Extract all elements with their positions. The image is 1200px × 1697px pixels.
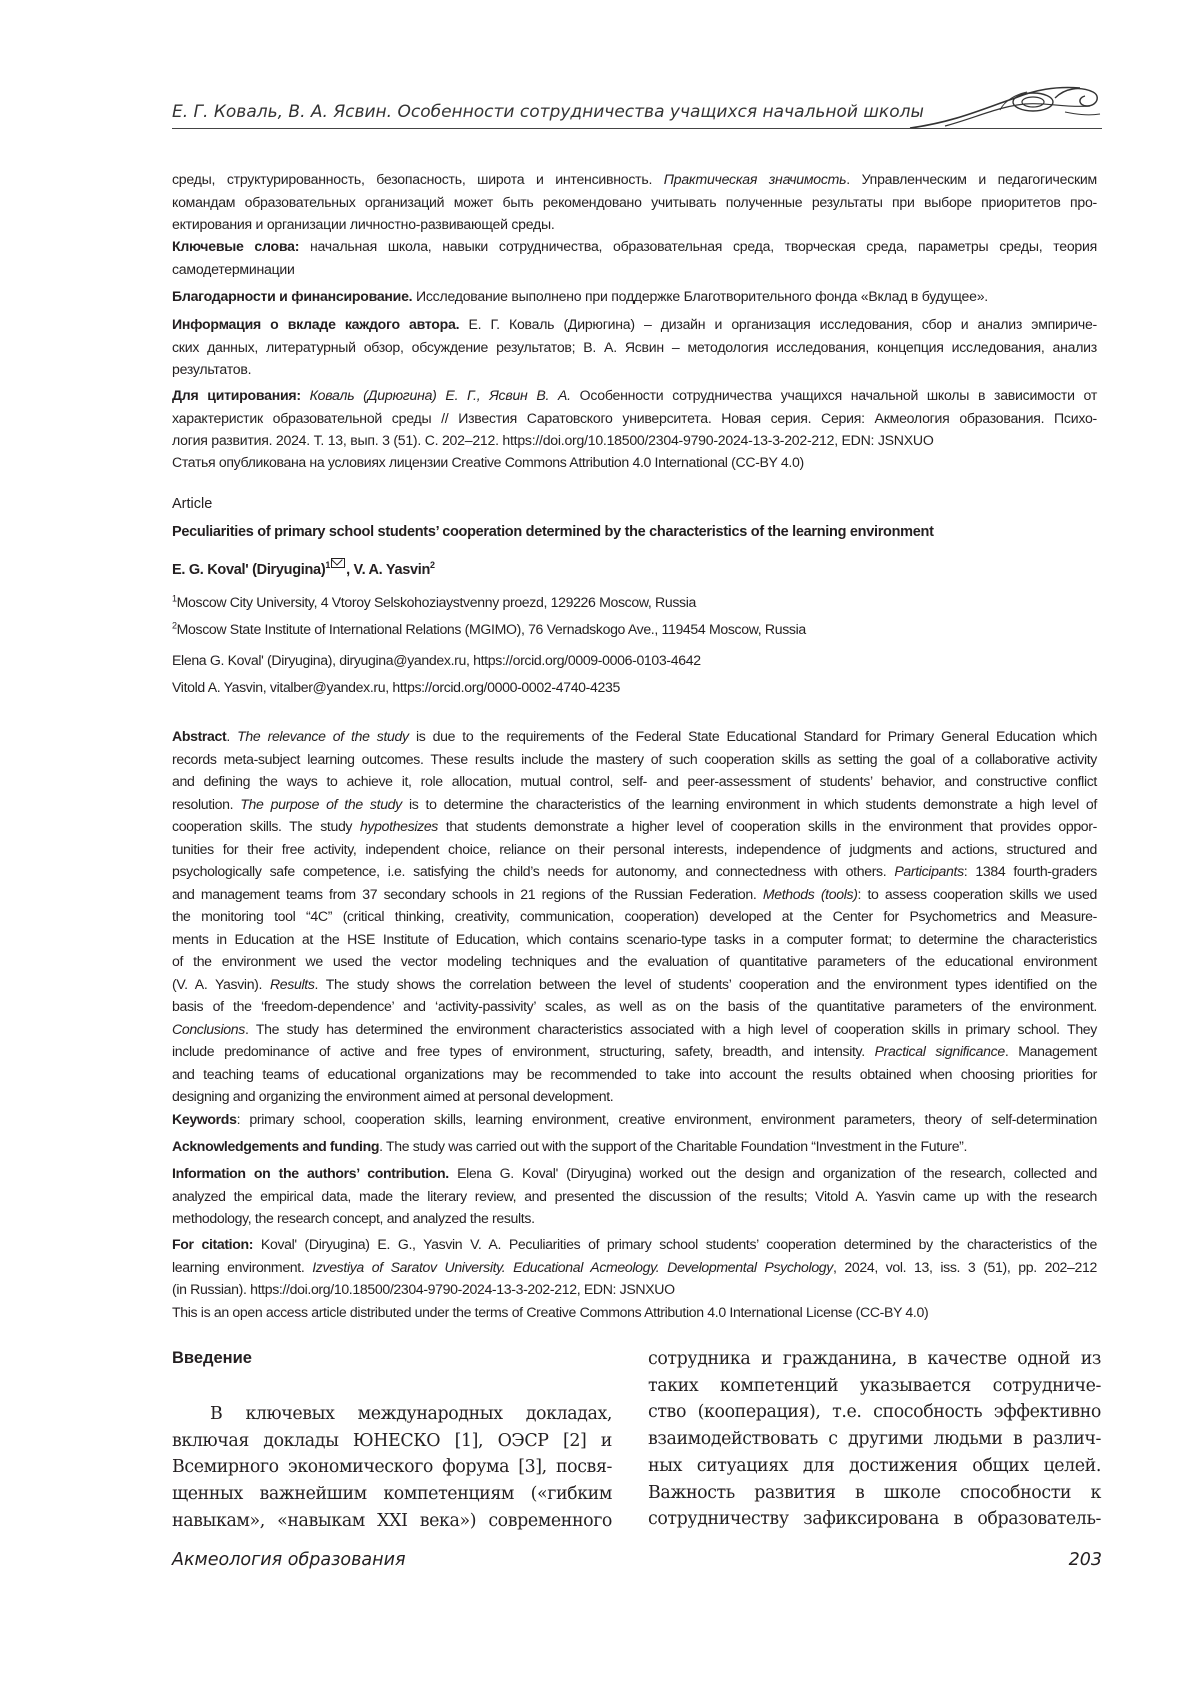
en-license: This is an open access article distributed under the terms of Creative Commons Attribution 4.0 International License (CC-BY 4.0) <box>172 1304 928 1320</box>
body-line: В ключевых международных докладах, <box>172 1401 612 1428</box>
en-keywords: Keywords: primary school, cooperation skills, learning environment, creative environment, environment parameters, theory of self-determination <box>172 1108 1097 1131</box>
author-contact-2: Vitold A. Yasvin, vitalber@yandex.ru, https://orcid.org/0000-0002-4740-4235 <box>172 679 620 695</box>
body-line: щенных важнейшим компетенциям («гибким <box>172 1481 612 1508</box>
body-column-right <box>648 1346 1101 1533</box>
body-line: Всемирного экономического форума [3], посвя- <box>172 1454 612 1481</box>
body-line: ных ситуациях для достижения общих целей. <box>648 1453 1101 1480</box>
body-line: таких компетенций указывается сотрудниче- <box>648 1373 1101 1400</box>
en-authors-contribution: Information on the authors’ contribution. Elena G. Koval' (Diryugina) worked out the design and organization of the research, collected and analyzed the empirical data, made the literary review, and presented the discussion of the results; Vitold A. Yasvin came up with the research methodology, the research concept, and analyzed the results. <box>172 1162 1097 1230</box>
journal-ornament-icon <box>905 78 1105 134</box>
body-line: Важность развития в школе способности к <box>648 1480 1101 1507</box>
ru-funding: Благодарности и финансирование. Исследование выполнено при поддержке Благотворительного фонда «Вклад в будущее». <box>172 285 1097 308</box>
en-abstract: Abstract. The relevance of the study is due to the requirements of the Federal State Educational Standard for Primary General Education which records meta-subject learning outcomes. These results include the mastery of such cooperation skills as setting the goal of a collaborative activity and defining the ways to achieve it, role allocation, mutual control, self- and peer-assessment of students’ behavior, and constructive conflict resolution. The purpose of the study is to determine the characteristics of the learning environment in which students demonstrate a high level of cooperation skills. The study hypothesizes that students demonstrate a higher level of cooperation skills in the environment that provides oppor- tunities for their free activity, independent choice, reliance on their personal interests, independence of judgments and actions, structured and psychologically safe competence, i.e. satisfying the child’s needs for autonomy, and connectedness with others. Participants: 1384 fourth-graders and management teams from 37 secondary schools in 21 regions of the Russian Federation. Methods (tools): to assess cooperation skills we used the monitoring tool “4C” (critical thinking, creativity, communication, cooperation) developed at the Center for Psychometrics and Measure- ments in Education at the HSE Institute of Education, which contains scenario-type tasks in a computer format; to determine the characteristics of the environment we used the vector modeling techniques and the evaluation of quantitative parameters of the educational environment (V. A. Yasvin). Results. The study shows the correlation between the level of students’ cooperation and the environment types identified on the basis of the ‘freedom-dependence’ and ‘activity-passivity’ scales, as well as on the basis of the quantitative parameters of the environment. Conclusions. The study has determined the environment characteristics associated with a high level of cooperation skills in primary school. They include predominance of active and free types of environment, structuring, safety, breadth, and intensity. Practical significance. Management and teaching teams of educational organizations may be recommended to take into account the results obtained when choosing priorities for designing and organizing the environment aimed at personal development. <box>172 725 1097 1108</box>
ru-abstract-tail: среды, структурированность, безопасность, широта и интенсивность. Практическая значимость. Управленческим и педагогическим командам образовательных организаций может быть рекомендовано учитывать полученные результаты при выборе приоритетов про- ектирования и организации личностно-развивающей среды. <box>172 168 1097 236</box>
en-funding: Acknowledgements and funding. The study was carried out with the support of the Charitable Foundation “Investment in the Future”. <box>172 1135 1097 1158</box>
body-column-left <box>172 1401 612 1535</box>
article-type-label: Article <box>172 496 212 512</box>
page-number: 203 <box>1069 1550 1102 1570</box>
email-icon <box>331 558 345 568</box>
affiliation-1: 1Moscow City University, 4 Vtoroy Selskohoziaystvenny proezd, 129226 Moscow, Russia <box>172 594 696 610</box>
ru-authors-contribution: Информация о вкладе каждого автора. Е. Г. Коваль (Дирюгина) – дизайн и организация исследования, сбор и анализ эмпириче- ских данных, литературный обзор, обсуждение результатов; В. А. Ясвин – методология исследования, концепция исследования, анализ результатов. <box>172 313 1097 381</box>
article-authors: E. G. Koval' (Diryugina)1 , V. A. Yasvin2 <box>172 558 435 578</box>
author-contact-1: Elena G. Koval' (Diryugina), diryugina@yandex.ru, https://orcid.org/0009-0006-0103-4642 <box>172 652 701 668</box>
article-title: Peculiarities of primary school students’ cooperation determined by the characteristics of the learning environment <box>172 524 934 540</box>
body-line: ство (кооперация), т.е. способность эффективно <box>648 1399 1101 1426</box>
body-line: сотрудничеству зафиксирована в образователь- <box>648 1506 1101 1533</box>
section-heading-introduction: Введение <box>172 1349 252 1368</box>
footer-journal-section: Акмеология образования <box>172 1550 406 1570</box>
journal-page <box>0 0 1200 1697</box>
running-header: Е. Г. Коваль, В. А. Ясвин. Особенности сотрудничества учащихся начальной школы <box>172 102 924 122</box>
affiliation-2: 2Moscow State Institute of International Relations (MGIMO), 76 Vernadskogo Ave., 119454 Moscow, Russia <box>172 621 806 637</box>
ru-citation: Для цитирования: Коваль (Дирюгина) Е. Г., Ясвин В. А. Особенности сотрудничества учащихся начальной школы в зависимости от характеристик образовательной среды // Известия Саратовского университета. Новая серия. Серия: Акмеология образования. Психо- логия развития. 2024. Т. 13, вып. 3 (51). С. 202–212. https://doi.org/10.18500/2304-9790-2024-13-3-202-212, EDN: JSNXUO <box>172 384 1097 452</box>
body-line: навыкам», «навыкам XXI века») современного <box>172 1508 612 1535</box>
en-citation: For citation: Koval' (Diryugina) E. G., Yasvin V. A. Peculiarities of primary school students’ cooperation determined by the characteristics of the learning environment. Izvestiya of Saratov University. Educational Acmeology. Developmental Psychology, 2024, vol. 13, iss. 3 (51), pp. 202–212 (in Russian). https://doi.org/10.18500/2304-9790-2024-13-3-202-212, EDN: JSNXUO <box>172 1233 1097 1301</box>
body-line: сотрудника и гражданина, в качестве одной из <box>648 1346 1101 1373</box>
body-line: взаимодействовать с другими людьми в различ- <box>648 1426 1101 1453</box>
header-rule <box>172 128 1102 129</box>
ru-license: Статья опубликована на условиях лицензии Creative Commons Attribution 4.0 International (CC-BY 4.0) <box>172 454 804 470</box>
body-line: включая доклады ЮНЕСКО [1], ОЭСР [2] и <box>172 1428 612 1455</box>
ru-keywords: Ключевые слова: начальная школа, навыки сотрудничества, образовательная среда, творческая среда, параметры среды, теория самодетерминации <box>172 235 1097 280</box>
